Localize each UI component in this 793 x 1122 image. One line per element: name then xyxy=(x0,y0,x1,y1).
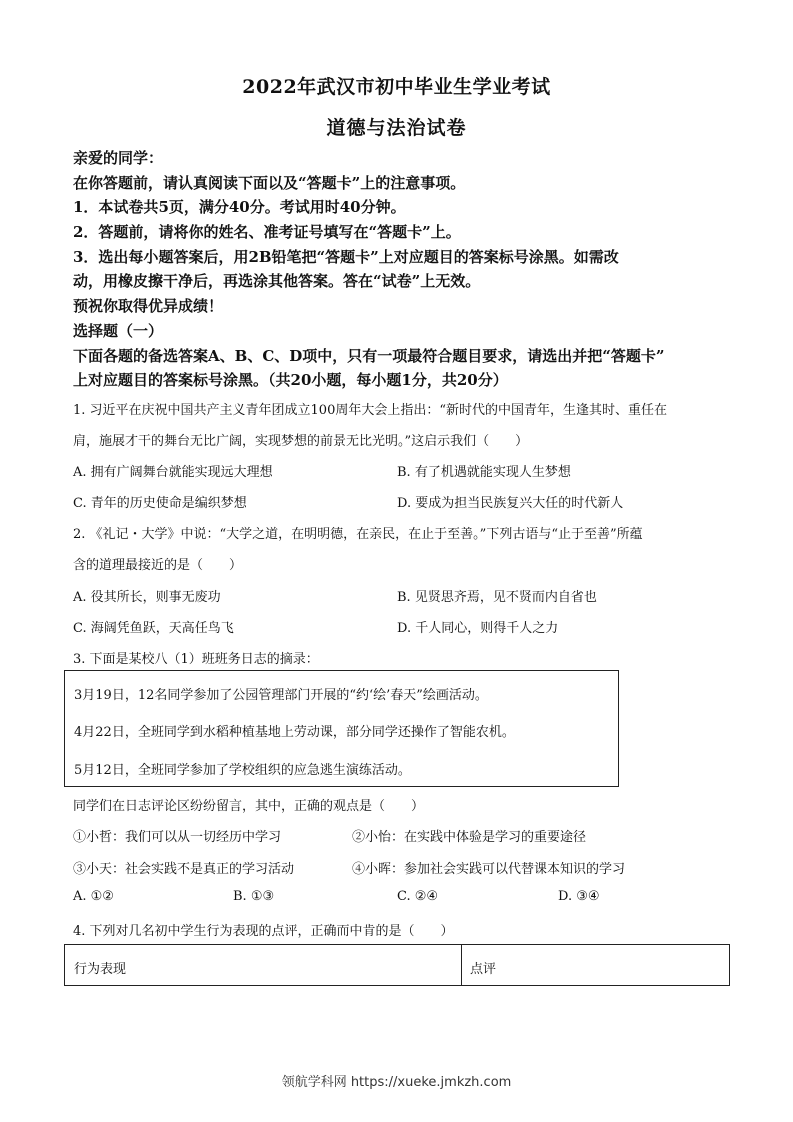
q1-stem: 肩，施展才干的舞台无比广阔，实现梦想的前景无比光明。”这启示我们（ ） xyxy=(73,434,529,449)
q2-stem: 2. 《礼记・大学》中说：“大学之道，在明明德，在亲民，在止于至善。”下列古语与“止于至善”所蕴 xyxy=(73,527,643,542)
instruction-line: 1．本试卷共5页，满分40分。考试用时40分钟。 xyxy=(73,198,406,216)
section-heading: 选择题（一） xyxy=(73,322,164,340)
q2-option-d: D. 千人同心，则得千人之力 xyxy=(397,621,559,636)
instruction-line: 动，用橡皮擦干净后，再选涂其他答案。答在“试卷”上无效。 xyxy=(73,272,481,290)
q1-option-c: C. 青年的历史使命是编织梦想 xyxy=(73,496,247,511)
q1-option-a: A. 拥有广阔舞台就能实现远大理想 xyxy=(73,465,273,480)
log-entry: 4月22日，全班同学到水稻种植基地上劳动课，部分同学还操作了智能农机。 xyxy=(74,725,515,740)
table-header-comment: 点评 xyxy=(470,962,497,977)
q2-option-c: C. 海阔凭鱼跃，天高任鸟飞 xyxy=(73,621,234,636)
instruction-wish: 预祝你取得优异成绩！ xyxy=(73,297,224,315)
footer-watermark: 领航学科网 https://xueke.jmkzh.com xyxy=(281,1075,512,1090)
q2-stem: 含的道理最接近的是（ ） xyxy=(73,558,243,573)
instruction-greeting: 亲爱的同学： xyxy=(73,149,164,167)
q3-view-1: ①小哲：我们可以从一切经历中学习 xyxy=(73,830,282,845)
q4-table xyxy=(64,944,730,986)
q3-option-a: A. ①② xyxy=(73,889,114,904)
q1-option-b: B. 有了机遇就能实现人生梦想 xyxy=(397,465,571,480)
class-log-box xyxy=(64,670,619,787)
q1-option-d: D. 要成为担当民族复兴大任的时代新人 xyxy=(397,496,624,511)
q2-option-a: A. 役其所长，则事无废功 xyxy=(73,590,221,605)
q3-option-b: B. ①③ xyxy=(233,889,275,904)
q3-stem: 3. 下面是某校八（1）班班务日志的摘录： xyxy=(73,652,319,667)
log-entry: 5月12日，全班同学参加了学校组织的应急逃生演练活动。 xyxy=(74,763,411,778)
q4-stem: 4. 下列对几名初中学生行为表现的点评，正确而中肯的是（ ） xyxy=(73,924,454,939)
exam-title: 2022年武汉市初中毕业生学业考试 xyxy=(242,76,551,98)
section-desc: 上对应题目的答案标号涂黑。（共20小题，每小题1分，共20分） xyxy=(73,371,508,389)
instruction-line: 在你答题前，请认真阅读下面以及“答题卡”上的注意事项。 xyxy=(73,174,466,192)
q3-view-4: ④小晖：参加社会实践可以代替课本知识的学习 xyxy=(352,862,626,877)
instruction-line: 3．选出每小题答案后，用2B铅笔把“答题卡”上对应题目的答案标号涂黑。如需改 xyxy=(73,248,619,266)
q3-question: 同学们在日志评论区纷纷留言，其中，正确的观点是（ ） xyxy=(73,799,425,814)
section-desc: 下面各题的备选答案A、B、C、D项中，只有一项最符合题目要求，请选出并把“答题卡” xyxy=(73,347,665,365)
exam-subtitle: 道德与法治试卷 xyxy=(326,117,467,139)
instruction-line: 2．答题前，请将你的姓名、准考证号填写在“答题卡”上。 xyxy=(73,223,461,241)
q3-view-3: ③小天：社会实践不是真正的学习活动 xyxy=(73,862,295,877)
table-header-behavior: 行为表现 xyxy=(74,962,127,977)
q3-option-d: D. ③④ xyxy=(558,889,600,904)
q3-view-2: ②小怡：在实践中体验是学习的重要途径 xyxy=(352,830,587,845)
q3-option-c: C. ②④ xyxy=(397,889,439,904)
table-divider xyxy=(461,945,462,985)
log-entry: 3月19日，12名同学参加了公园管理部门开展的“约‘绘’春天”绘画活动。 xyxy=(74,688,488,703)
q2-option-b: B. 见贤思齐焉，见不贤而内自省也 xyxy=(397,590,597,605)
q1-stem: 1. 习近平在庆祝中国共产主义青年团成立100周年大会上指出：“新时代的中国青年，生逢其时、重任在 xyxy=(73,403,667,418)
